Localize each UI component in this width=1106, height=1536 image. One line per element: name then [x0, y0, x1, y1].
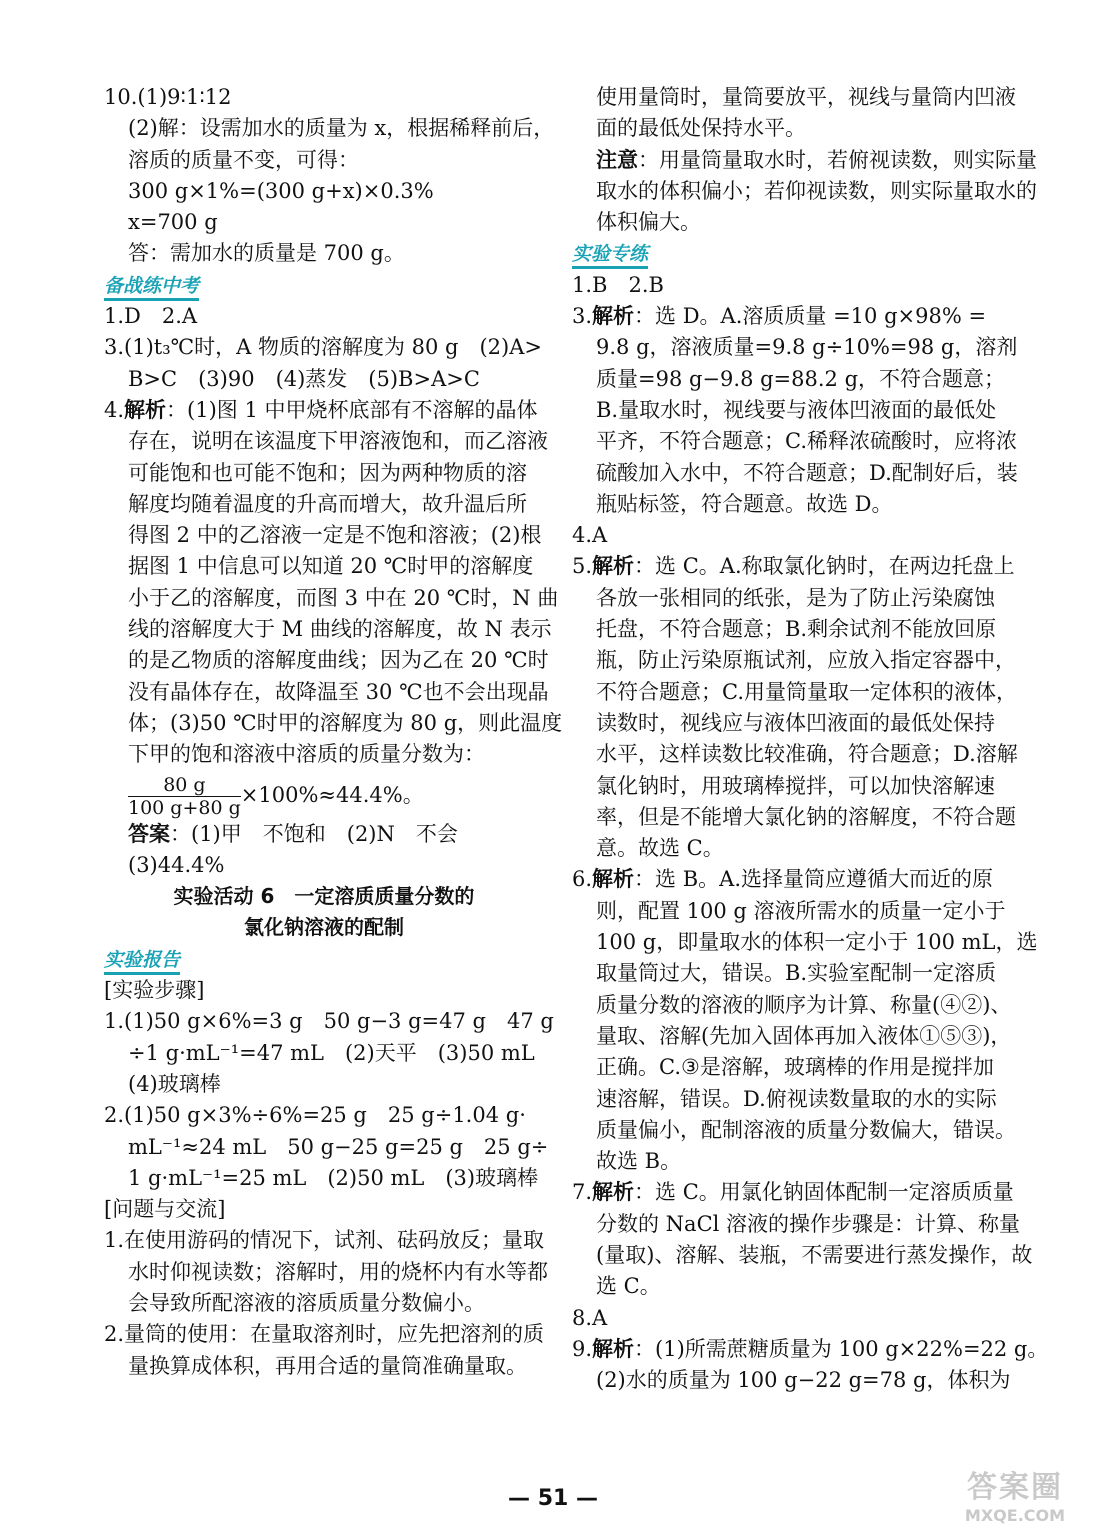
- question-number: 4.: [104, 397, 125, 422]
- question-number: 5.: [572, 554, 593, 579]
- analysis-line: 存在，说明在该温度下甲溶液饱和，而乙溶液: [128, 429, 548, 454]
- analysis-line: [104, 395, 544, 426]
- watermark-bottom: MXQE.COM: [964, 1506, 1066, 1525]
- analysis-line: 解度均随着温度的升高而增大，故升温后所: [128, 491, 527, 516]
- analysis-text: ：选 D。A.溶质质量 =10 g×98% =: [634, 304, 987, 329]
- analysis-line: 得图 2 中的乙溶液一定是不饱和溶液；(2)根: [128, 523, 542, 548]
- analysis-line: 分数的 NaCl 溶液的操作步骤是：计算、称量: [596, 1211, 1021, 1236]
- analysis-text: ：(1)所需蔗糖质量为 100 g×22%=22 g。: [634, 1336, 1049, 1361]
- answer-line: 3.(1)t₃℃时，A 物质的溶解度为 80 g (2)A>: [104, 335, 542, 360]
- analysis-line: 率，但是不能增大氯化钠的溶解度，不符合题: [596, 804, 1016, 829]
- answer-line: 水时仰视读数；溶解时，用的烧杯内有水等都: [128, 1259, 548, 1284]
- analysis-line: 氯化钠时，用玻璃棒搅拌，可以加快溶解速: [596, 773, 995, 798]
- analysis-line: (2)水的质量为 100 g−22 g=78 g，体积为: [596, 1368, 1011, 1393]
- analysis-line: 据图 1 中信息可以知道 20 ℃时甲的溶解度: [128, 554, 534, 579]
- answer-line: 溶质的质量不变，可得：: [128, 147, 359, 172]
- answer-line: 量换算成体积，再用合适的量筒准确量取。: [128, 1353, 527, 1378]
- analysis-line: 瓶，防止污染原瓶试剂，应放入指定容器中，: [596, 648, 1016, 673]
- watermark-top: 答案圈: [967, 1470, 1063, 1505]
- analysis-line: 质量分数的溶液的顺序为计算、称量(④②)、: [596, 992, 1012, 1017]
- subsection-heading: [问题与交流]: [104, 1197, 226, 1222]
- analysis-label: 解析: [592, 1336, 635, 1361]
- analysis-text: ：(1)图 1 中甲烧杯底部有不溶解的晶体: [166, 397, 538, 422]
- answer-line: 1 g·mL⁻¹=25 mL (2)50 mL (3)玻璃棒: [128, 1165, 539, 1190]
- answer-line: ÷1 g·mL⁻¹=47 mL (2)天平 (3)50 mL: [128, 1040, 535, 1065]
- analysis-line: 平齐，不符合题意；C.稀释浓硫酸时，应将浓: [596, 429, 1017, 454]
- analysis-line: 选 C。: [596, 1274, 661, 1299]
- analysis-line: 质量=98 g−9.8 g=88.2 g，不符合题意；: [596, 366, 1006, 391]
- right-column: [572, 82, 1049, 1396]
- answer-line: B>C (3)90 (4)蒸发 (5)B>A>C: [128, 366, 480, 391]
- answer-line: 8.A: [572, 1305, 608, 1330]
- question-number: 6.: [572, 867, 593, 892]
- analysis-line: 小于乙的溶解度，而图 3 中在 20 ℃时，N 曲: [128, 585, 559, 610]
- fraction-equation: [104, 771, 544, 819]
- analysis-line: 9.8 g，溶液质量=9.8 g÷10%=98 g，溶剂: [596, 335, 1018, 360]
- fraction-denominator: 100 g+80 g: [128, 796, 241, 819]
- analysis-label: 解析: [592, 1180, 635, 1205]
- answer-line: 2.量筒的使用：在量取溶剂时，应先把溶剂的质: [104, 1322, 545, 1347]
- analysis-line: 没有晶体存在，故降温至 30 ℃也不会出现晶: [128, 679, 549, 704]
- fraction-tail: ×100%≈44.4%。: [240, 782, 424, 807]
- analysis-line: B.量取水时，视线要与液体凹液面的最低处: [596, 397, 997, 422]
- analysis-line: [572, 1177, 1014, 1208]
- analysis-line: 体；(3)50 ℃时甲的溶解度为 80 g，则此温度: [128, 710, 563, 735]
- answer-line: 使用量筒时，量筒要放平，视线与量筒内凹液: [596, 85, 1016, 109]
- question-number: 3.: [572, 304, 593, 329]
- answer-line: (2)解：设需加水的质量为 x，根据稀释前后，: [128, 116, 555, 141]
- analysis-line: 取量筒过大，错误。B.实验室配制一定溶质: [596, 961, 997, 986]
- note-label: 注意: [596, 147, 638, 172]
- activity-title-line-2: 氯化钠溶液的配制: [244, 915, 404, 940]
- answer-line: 4.A: [572, 523, 608, 548]
- answer-text: ：(1)甲 不饱和 (2)N 不会: [170, 821, 458, 846]
- answer-line: 1.D 2.A: [104, 304, 198, 329]
- question-number: 7.: [572, 1180, 593, 1205]
- analysis-line: 各放一张相同的纸张，是为了防止污染腐蚀: [596, 585, 995, 610]
- analysis-line: 正确。C.③是溶解，玻璃棒的作用是搅拌加: [596, 1055, 994, 1080]
- answer-line: 会导致所配溶液的溶质质量分数偏小。: [128, 1290, 485, 1315]
- note-line: 取水的体积偏小；若仰视读数，则实际量取水的: [596, 178, 1037, 203]
- analysis-label: 解析: [592, 554, 635, 579]
- answer-line: 1.B 2.B: [572, 272, 664, 297]
- analysis-line: 下甲的饱和溶液中溶质的质量分数为：: [128, 742, 485, 767]
- analysis-line: 质量偏小，配制溶液的质量分数偏大，错误。: [596, 1117, 1016, 1142]
- analysis-line: 的是乙物质的溶解度曲线；因为乙在 20 ℃时: [128, 648, 549, 673]
- analysis-text: ：选 C。用氯化钠固体配制一定溶质质量: [634, 1180, 1014, 1205]
- analysis-line: 可能饱和也可能不饱和；因为两种物质的溶: [128, 460, 527, 485]
- analysis-label: 解析: [592, 867, 635, 892]
- section-heading-lab-report: 实验报告: [104, 948, 180, 975]
- section-heading-exam-prep: 备战练中考: [104, 274, 199, 301]
- analysis-line: (量取)、溶解、装瓶，不需要进行蒸发操作，故: [596, 1242, 1033, 1267]
- answer-line: 面的最低处保持水平。: [596, 116, 806, 141]
- answer-line: (3)44.4%: [128, 852, 225, 877]
- analysis-line: 托盘，不符合题意；B.剩余试剂不能放回原: [596, 617, 997, 642]
- answer-line: mL⁻¹≈24 mL 50 g−25 g=25 g 25 g÷: [128, 1134, 549, 1159]
- answer-line: 2.(1)50 g×3%÷6%=25 g 25 g÷1.04 g·: [104, 1103, 526, 1128]
- note-line: [572, 145, 1037, 176]
- analysis-text: ：选 C。A.称取氯化钠时，在两边托盘上: [634, 554, 1015, 579]
- section-heading-lab-practice: 实验专练: [572, 242, 648, 269]
- analysis-line: 不符合题意；C.用量筒量取一定体积的液体，: [596, 679, 1017, 704]
- analysis-line: 意。故选 C。: [596, 836, 724, 861]
- note-line: 体积偏大。: [596, 210, 701, 235]
- subsection-heading: [实验步骤]: [104, 978, 205, 1003]
- analysis-label: 解析: [592, 304, 635, 329]
- analysis-line: 故选 B。: [596, 1149, 682, 1174]
- analysis-line: 读数时，视线应与液体凹液面的最低处保持: [596, 710, 995, 735]
- answer-line: [104, 819, 544, 850]
- analysis-line: 100 g，即量取水的体积一定小于 100 mL，选: [596, 930, 1038, 955]
- answer-line: (4)玻璃棒: [128, 1071, 221, 1096]
- analysis-text: ：选 B。A.选择量筒应遵循大而近的原: [634, 867, 993, 892]
- answer-label: 答案: [128, 821, 170, 846]
- answer-line: 答：需加水的质量是 700 g。: [128, 241, 405, 266]
- watermark-logo: [930, 1470, 1100, 1532]
- answer-line: 10.(1)9∶1∶12: [104, 85, 232, 109]
- page-number: — 51 —: [508, 1486, 598, 1511]
- analysis-line: [572, 301, 1010, 332]
- answer-line: 1.在使用游码的情况下，试剂、砝码放反；量取: [104, 1228, 545, 1253]
- analysis-line: [572, 864, 1010, 895]
- analysis-line: 则，配置 100 g 溶液所需水的质量一定小于: [596, 898, 1006, 923]
- equation-line: 300 g×1%=(300 g+x)×0.3%: [128, 178, 434, 203]
- activity-title-line-1: 实验活动 6 一定溶质质量分数的: [173, 884, 475, 909]
- left-column: [104, 82, 563, 1382]
- question-number: 9.: [572, 1336, 593, 1361]
- analysis-line: 水平，这样读数比较准确，符合题意；D.溶解: [596, 742, 1018, 767]
- analysis-line: 量取、溶解(先加入固体再加入液体①⑤③)，: [596, 1023, 1012, 1048]
- equation-line: x=700 g: [128, 210, 218, 235]
- answer-line: 1.(1)50 g×6%=3 g 50 g−3 g=47 g 47 g: [104, 1009, 554, 1034]
- analysis-line: 硫酸加入水中，不符合题意；D.配制好后，装: [596, 460, 1018, 485]
- note-text: ：用量筒量取水时，若俯视读数，则实际量: [638, 147, 1037, 172]
- analysis-line: 瓶贴标签，符合题意。故选 D。: [596, 491, 893, 516]
- analysis-line: 速溶解，错误。D.俯视读数量取的水的实际: [596, 1086, 997, 1111]
- analysis-line: 线的溶解度大于 M 曲线的溶解度，故 N 表示: [128, 617, 552, 642]
- analysis-line: [572, 551, 1015, 582]
- analysis-label: 解析: [124, 397, 167, 422]
- fraction-numerator: 80 g: [128, 774, 241, 797]
- analysis-line: [572, 1334, 1049, 1365]
- fraction: [128, 774, 241, 819]
